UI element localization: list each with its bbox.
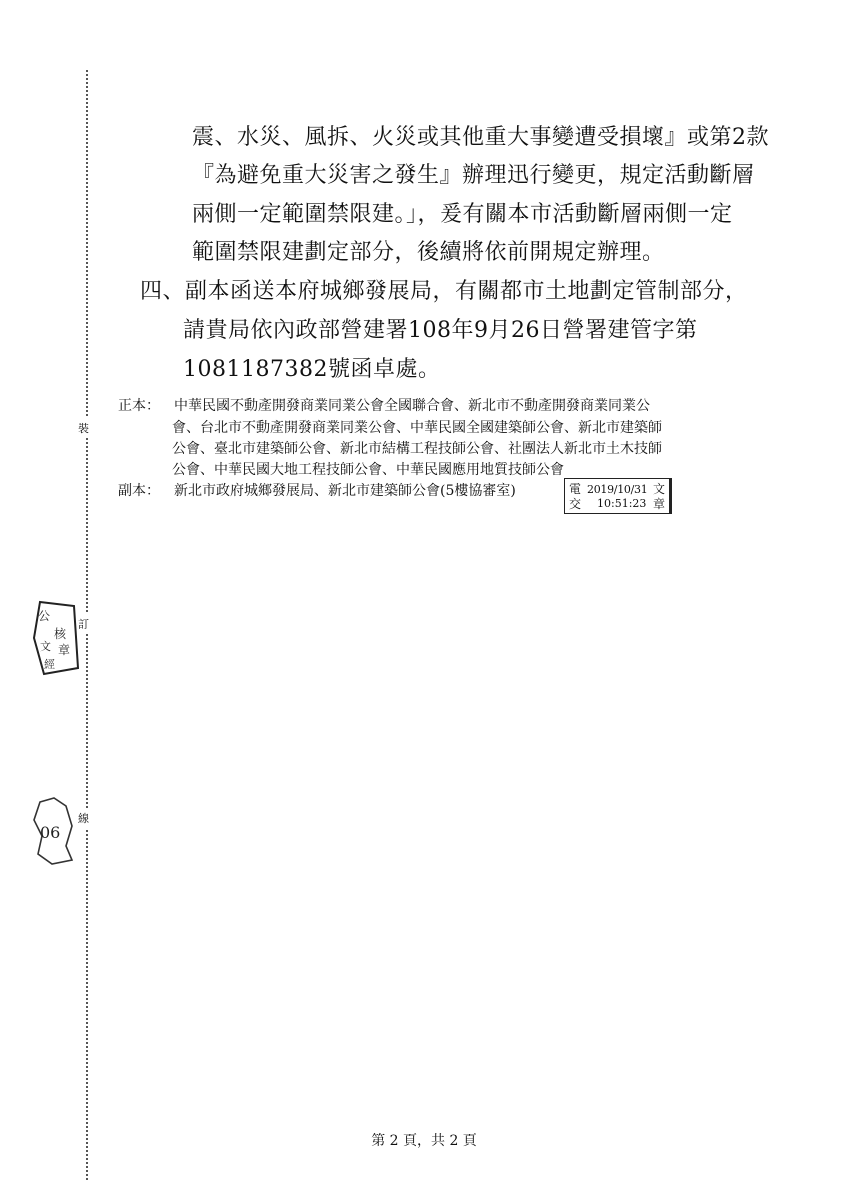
body-line-4: 範圍禁限建劃定部分，後續將依前開規定辦理。: [192, 240, 665, 265]
body-line-3: 兩側一定範圍禁限建。」，爰有關本市活動斷層兩側一定: [192, 202, 733, 227]
stamp-char-jiao: 交: [569, 497, 582, 511]
binding-char-zhuang: 裝: [78, 418, 89, 438]
electronic-exchange-stamp: [564, 478, 672, 514]
receipt-number-stamp: [32, 796, 76, 866]
stamp-date: 2019/10/31: [587, 483, 648, 496]
stamp-char-wen: 文: [652, 482, 665, 496]
stamp-char-dian: 電: [569, 482, 582, 496]
stamp-time: 10:51:23: [597, 497, 647, 510]
svg-text:經: 經: [44, 658, 55, 671]
body-line-1: 震、水災、風拆、火災或其他重大事變遭受損壞』或第2款: [192, 125, 769, 150]
svg-text:核: 核: [54, 627, 67, 641]
main-recipient-line-1: 中華民國不動產開發商業同業公會全國聯合會、新北市不動產開發商業同業公: [174, 398, 650, 414]
svg-text:文: 文: [40, 640, 51, 653]
main-recipient-line-3: 公會、臺北市建築師公會、新北市結構工程技師公會、社團法人新北市土木技師: [172, 441, 662, 457]
receipt-stamp-seal: [30, 598, 80, 678]
main-recipients-row: [118, 396, 650, 417]
body-line-6: 請貴局依內政部營建署108年9月26日營署建管字第: [183, 318, 698, 343]
main-recipient-line-4: 公會、中華民國大地工程技師公會、中華民國應用地質技師公會: [172, 462, 564, 478]
main-recipient-line-2: 會、台北市不動產開發商業同業公會、中華民國全國建築師公會、新北市建築師: [172, 420, 662, 436]
binding-char-ding: 訂: [78, 614, 89, 634]
page-footer: 第 2 頁，共 2 頁: [371, 1133, 477, 1149]
main-recipients-label: 正本：: [118, 398, 160, 414]
svg-text:06: 06: [40, 823, 61, 842]
binding-char-xian: 線: [78, 808, 89, 828]
svg-text:章: 章: [58, 643, 71, 657]
copy-recipient-line: 新北市政府城鄉發展局、新北市建築師公會(5樓協審室): [174, 483, 516, 499]
body-line-2: 『為避免重大災害之發生』辦理迅行變更，規定活動斷層: [192, 163, 755, 188]
stamp-char-zhang: 章: [652, 497, 665, 511]
copy-recipients-label: 副本：: [118, 483, 160, 499]
svg-text:公: 公: [38, 609, 51, 623]
copy-recipients-row: [118, 481, 516, 502]
body-line-7: 1081187382號函卓處。: [183, 357, 441, 382]
body-line-5: 四、副本函送本府城鄉發展局，有關都市土地劃定管制部分，: [140, 279, 748, 304]
